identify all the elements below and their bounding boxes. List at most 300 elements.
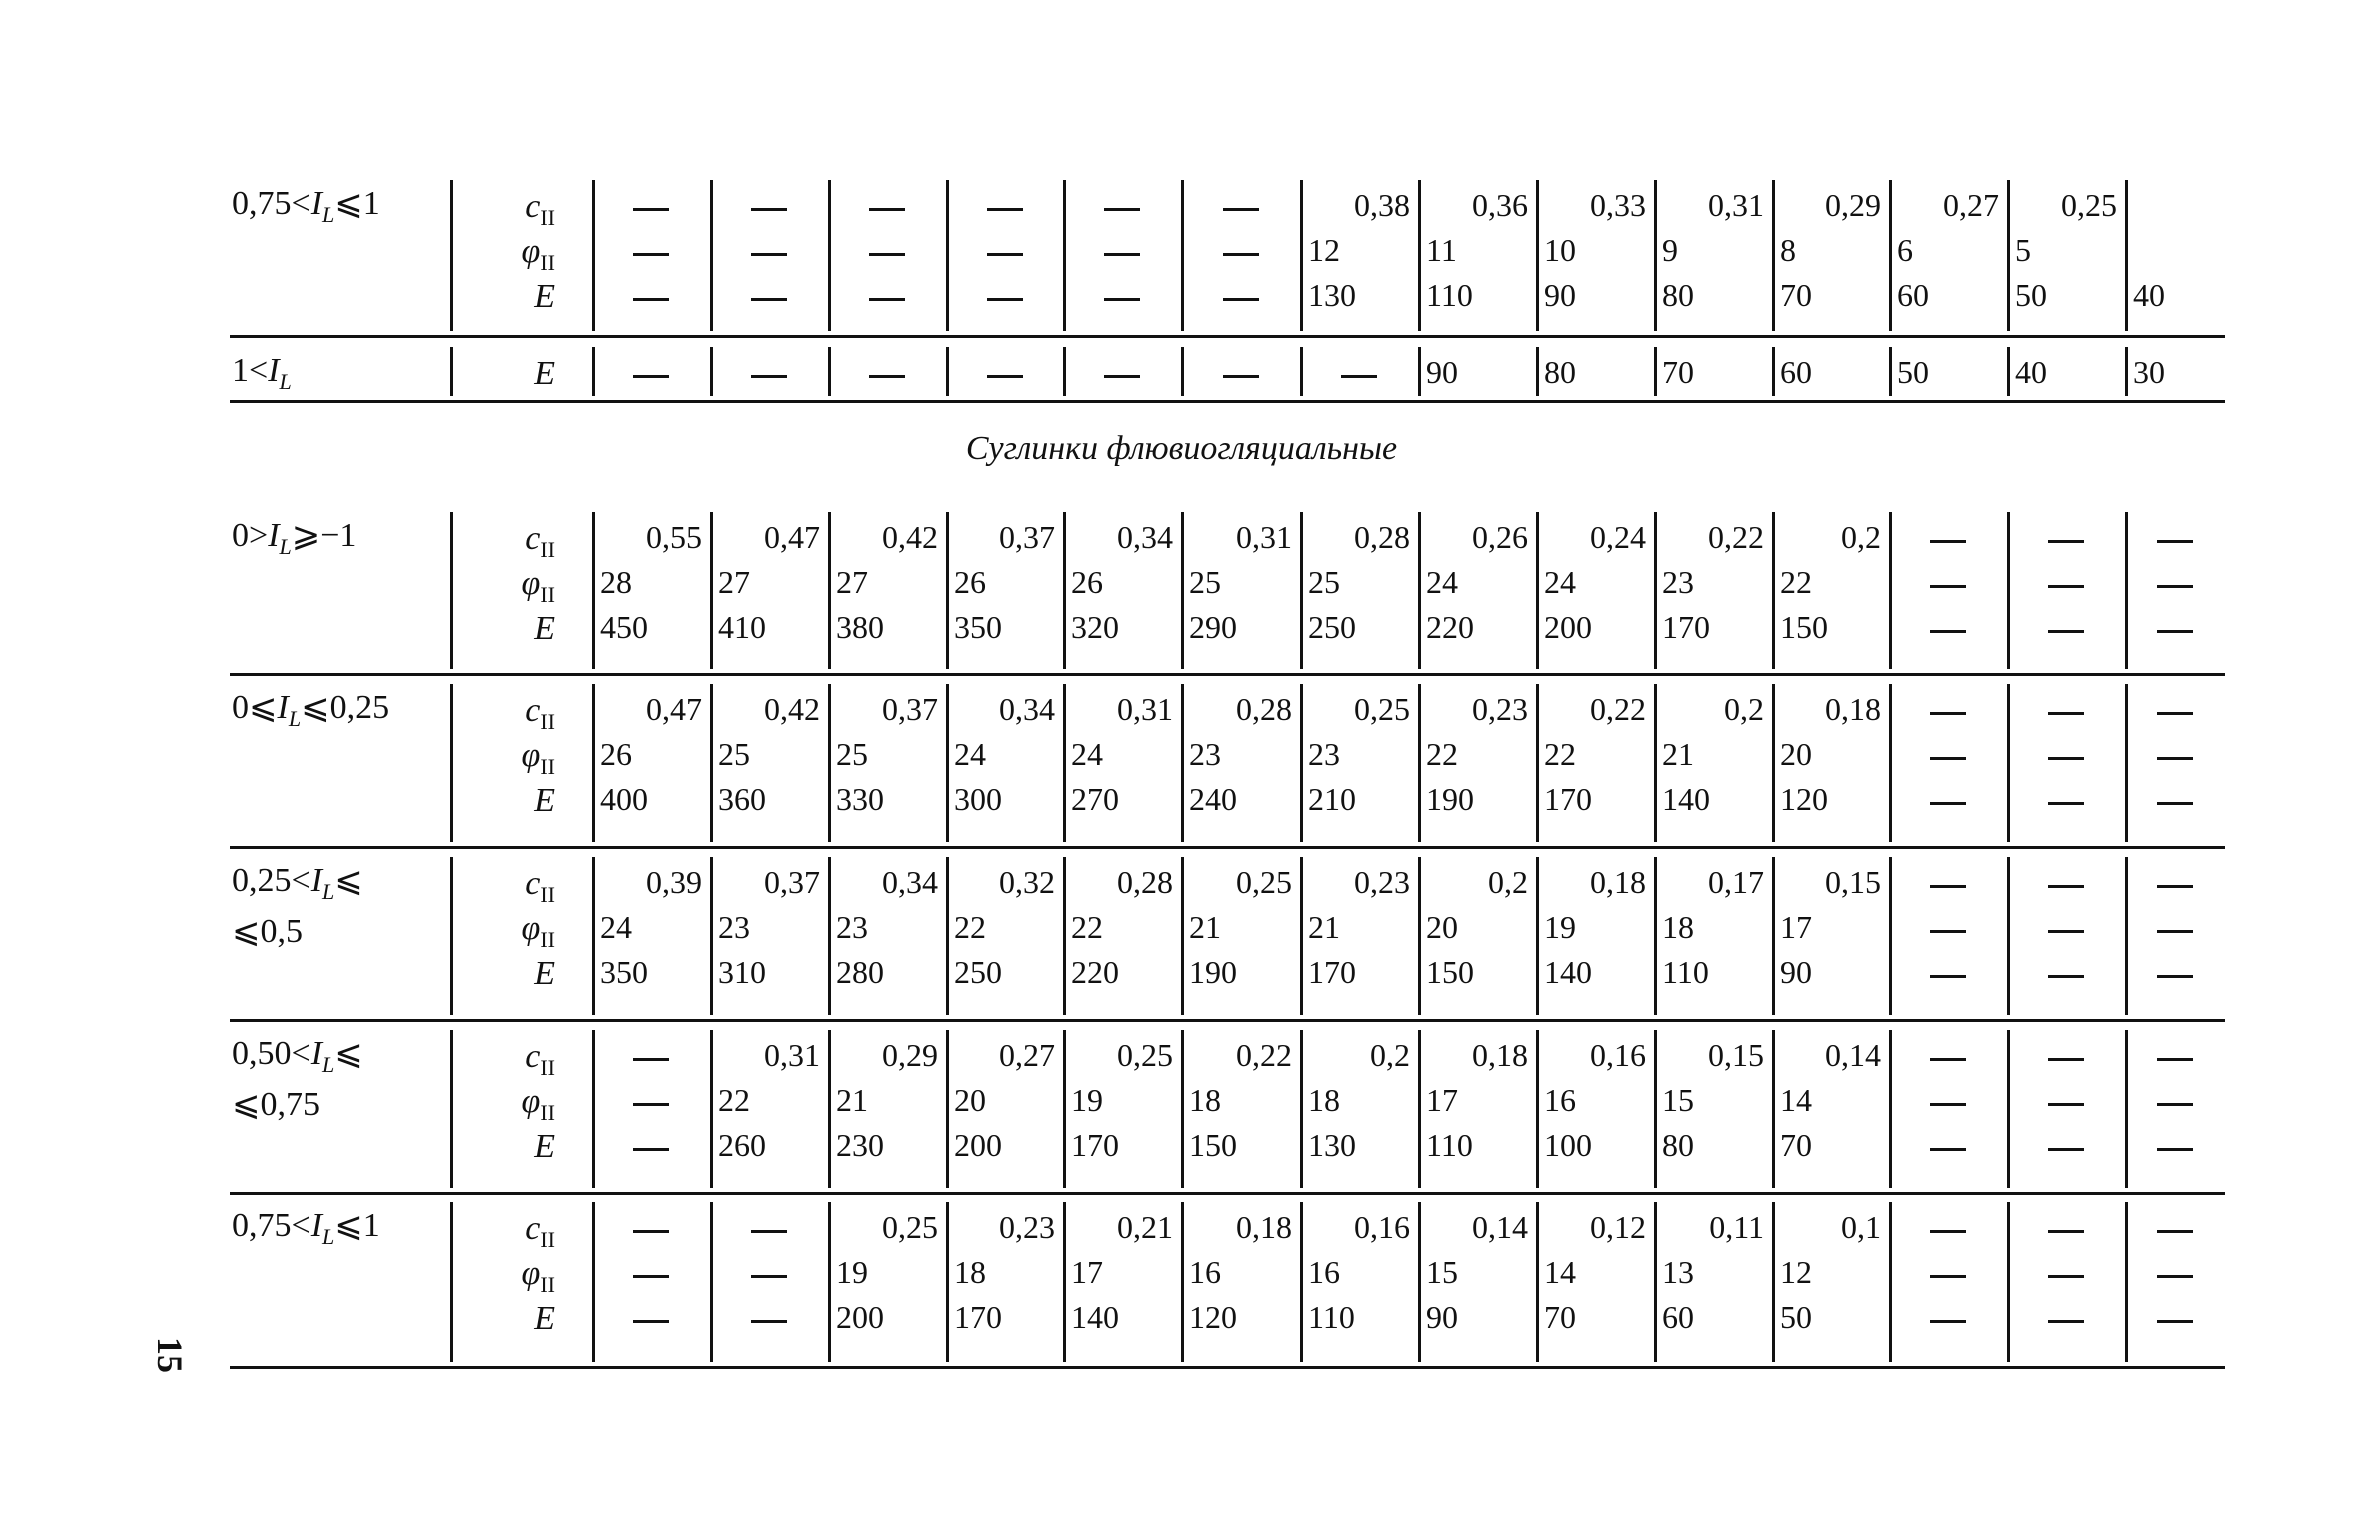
column-divider xyxy=(2007,1030,2010,1188)
column-divider xyxy=(592,684,595,842)
table-cell: 70 xyxy=(1544,1299,1576,1335)
column-divider xyxy=(1889,180,1892,331)
dash-cell xyxy=(633,1230,669,1233)
parameter-symbol: $c_{II}$ xyxy=(525,520,555,562)
table-cell: 15 xyxy=(1662,1082,1694,1118)
dash-cell xyxy=(869,253,905,256)
table-cell: 350 xyxy=(600,954,648,990)
table-cell: 0,28 xyxy=(1236,691,1292,727)
dash-cell xyxy=(2048,540,2084,543)
table-cell: 80 xyxy=(1662,277,1694,313)
dash-cell xyxy=(1930,930,1966,933)
table-cell: 21 xyxy=(836,1082,868,1118)
table-cell: 28 xyxy=(600,564,632,600)
table-cell: 0,34 xyxy=(1117,519,1173,555)
dash-cell xyxy=(751,253,787,256)
dash-cell xyxy=(751,298,787,301)
dash-cell xyxy=(987,298,1023,301)
table-cell: 0,14 xyxy=(1472,1209,1528,1245)
parameter-symbol: $\varphi_{II}$ xyxy=(521,910,555,952)
column-divider xyxy=(1889,347,1892,396)
table-cell: 0,25 xyxy=(2061,187,2117,223)
parameter-symbol: $\varphi_{II}$ xyxy=(521,565,555,607)
table-cell: 0,36 xyxy=(1472,187,1528,223)
table-cell: 190 xyxy=(1189,954,1237,990)
table-cell: 0,37 xyxy=(882,691,938,727)
table-cell: 450 xyxy=(600,609,648,645)
column-divider xyxy=(1181,347,1184,396)
table-cell: 20 xyxy=(1780,736,1812,772)
table-cell: 6 xyxy=(1897,232,1913,268)
table-cell: 16 xyxy=(1189,1254,1221,1290)
column-divider xyxy=(1536,512,1539,669)
dash-cell xyxy=(2048,1275,2084,1278)
dash-cell xyxy=(1930,975,1966,978)
column-divider xyxy=(946,684,949,842)
dash-cell xyxy=(2157,630,2193,633)
column-divider xyxy=(1063,684,1066,842)
dash-cell xyxy=(987,208,1023,211)
column-divider xyxy=(1418,1202,1421,1362)
table-cell: 0,31 xyxy=(1708,187,1764,223)
dash-cell xyxy=(2048,1103,2084,1106)
table-cell: 0,25 xyxy=(1236,864,1292,900)
column-divider xyxy=(1889,684,1892,842)
table-cell: 0,18 xyxy=(1825,691,1881,727)
table-cell: 200 xyxy=(836,1299,884,1335)
dash-cell xyxy=(2048,930,2084,933)
table-cell: 25 xyxy=(1308,564,1340,600)
column-divider xyxy=(1418,347,1421,396)
table-cell: 0,18 xyxy=(1472,1037,1528,1073)
column-divider xyxy=(1654,684,1657,842)
dash-cell xyxy=(2157,540,2193,543)
table-cell: 0,33 xyxy=(1590,187,1646,223)
dash-cell xyxy=(1930,1103,1966,1106)
column-divider xyxy=(946,857,949,1015)
parameter-symbol: $\varphi_{II}$ xyxy=(521,1083,555,1125)
table-cell: 40 xyxy=(2133,277,2165,313)
dash-cell xyxy=(869,208,905,211)
table-cell: 23 xyxy=(836,909,868,945)
column-divider xyxy=(1772,857,1775,1015)
dash-cell xyxy=(633,208,669,211)
dash-cell xyxy=(751,1275,787,1278)
table-cell: 18 xyxy=(1662,909,1694,945)
column-divider xyxy=(450,1030,453,1188)
table-cell: 170 xyxy=(1544,781,1592,817)
table-cell: 50 xyxy=(1897,354,1929,390)
table-cell: 0,27 xyxy=(1943,187,1999,223)
table-cell: 240 xyxy=(1189,781,1237,817)
table-cell: 0,26 xyxy=(1472,519,1528,555)
table-cell: 0,18 xyxy=(1590,864,1646,900)
column-divider xyxy=(710,512,713,669)
table-cell: 23 xyxy=(1662,564,1694,600)
table-cell: 300 xyxy=(954,781,1002,817)
table-cell: 110 xyxy=(1426,1127,1473,1163)
column-divider xyxy=(1300,347,1303,396)
column-divider xyxy=(450,857,453,1015)
table-cell: 260 xyxy=(718,1127,766,1163)
table-cell: 13 xyxy=(1662,1254,1694,1290)
dash-cell xyxy=(2157,1148,2193,1151)
dash-cell xyxy=(2157,1320,2193,1323)
column-divider xyxy=(450,1202,453,1362)
table-cell: 380 xyxy=(836,609,884,645)
column-divider xyxy=(1181,512,1184,669)
table-cell: 8 xyxy=(1780,232,1796,268)
table-cell: 18 xyxy=(1308,1082,1340,1118)
parameter-symbol: E xyxy=(534,355,555,392)
table-cell: 0,16 xyxy=(1590,1037,1646,1073)
parameter-symbol: E xyxy=(534,955,555,992)
dash-cell xyxy=(633,298,669,301)
column-divider xyxy=(1654,857,1657,1015)
table-cell: 22 xyxy=(954,909,986,945)
dash-cell xyxy=(1104,298,1140,301)
table-cell: 60 xyxy=(1662,1299,1694,1335)
table-cell: 0,39 xyxy=(646,864,702,900)
table-cell: 140 xyxy=(1544,954,1592,990)
column-divider xyxy=(710,857,713,1015)
column-divider xyxy=(2007,857,2010,1015)
table-cell: 0,1 xyxy=(1841,1209,1881,1245)
table-cell: 50 xyxy=(2015,277,2047,313)
column-divider xyxy=(1418,1030,1421,1188)
table-cell: 17 xyxy=(1071,1254,1103,1290)
column-divider xyxy=(946,1030,949,1188)
table-cell: 310 xyxy=(718,954,766,990)
parameter-symbol: $\varphi_{II}$ xyxy=(521,233,555,275)
column-divider xyxy=(1418,180,1421,331)
table-cell: 0,15 xyxy=(1825,864,1881,900)
row-divider xyxy=(230,1019,2225,1022)
column-divider xyxy=(1300,1202,1303,1362)
row-divider xyxy=(230,1366,2225,1369)
parameter-symbol: E xyxy=(534,782,555,819)
table-cell: 25 xyxy=(1189,564,1221,600)
page-number: 15 xyxy=(150,1337,190,1373)
table-cell: 0,38 xyxy=(1354,187,1410,223)
table-cell: 24 xyxy=(1426,564,1458,600)
table-cell: 23 xyxy=(718,909,750,945)
dash-cell xyxy=(633,1320,669,1323)
dash-cell xyxy=(2157,1275,2193,1278)
table-cell: 19 xyxy=(836,1254,868,1290)
table-cell: 25 xyxy=(718,736,750,772)
column-divider xyxy=(2125,857,2128,1015)
table-cell: 170 xyxy=(1071,1127,1119,1163)
dash-cell xyxy=(1930,630,1966,633)
table-cell: 0,47 xyxy=(764,519,820,555)
column-divider xyxy=(1181,180,1184,331)
dash-cell xyxy=(2048,1320,2084,1323)
dash-cell xyxy=(2157,1103,2193,1106)
column-divider xyxy=(1536,347,1539,396)
table-cell: 0,23 xyxy=(1354,864,1410,900)
table-cell: 0,55 xyxy=(646,519,702,555)
column-divider xyxy=(1772,347,1775,396)
table-cell: 0,34 xyxy=(999,691,1055,727)
table-cell: 150 xyxy=(1780,609,1828,645)
table-cell: 330 xyxy=(836,781,884,817)
column-divider xyxy=(1654,1202,1657,1362)
parameter-symbol: $c_{II}$ xyxy=(525,188,555,230)
dash-cell xyxy=(1104,208,1140,211)
column-divider xyxy=(1654,512,1657,669)
dash-cell xyxy=(1930,1148,1966,1151)
condition-label: $0⩽I_L⩽0,25$ xyxy=(232,689,390,731)
table-cell: 27 xyxy=(836,564,868,600)
table-cell: 26 xyxy=(1071,564,1103,600)
dash-cell xyxy=(869,375,905,378)
column-divider xyxy=(450,512,453,669)
column-divider xyxy=(710,684,713,842)
table-cell: 22 xyxy=(1426,736,1458,772)
dash-cell xyxy=(987,253,1023,256)
dash-cell xyxy=(1930,712,1966,715)
column-divider xyxy=(1654,180,1657,331)
column-divider xyxy=(1536,684,1539,842)
table-cell: 19 xyxy=(1071,1082,1103,1118)
column-divider xyxy=(1300,857,1303,1015)
table-cell: 0,28 xyxy=(1354,519,1410,555)
table-cell: 60 xyxy=(1897,277,1929,313)
table-cell: 0,23 xyxy=(1472,691,1528,727)
table-cell: 10 xyxy=(1544,232,1576,268)
dash-cell xyxy=(633,375,669,378)
table-cell: 24 xyxy=(1071,736,1103,772)
dash-cell xyxy=(633,1058,669,1061)
table-cell: 70 xyxy=(1780,277,1812,313)
table-cell: 14 xyxy=(1780,1082,1812,1118)
table-cell: 90 xyxy=(1544,277,1576,313)
column-divider xyxy=(1300,512,1303,669)
column-divider xyxy=(450,347,453,396)
table-cell: 30 xyxy=(2133,354,2165,390)
column-divider xyxy=(592,180,595,331)
column-divider xyxy=(2007,512,2010,669)
table-cell: 17 xyxy=(1780,909,1812,945)
condition-label: $0,50<I_L⩽$ ⩽0,75 xyxy=(232,1035,363,1123)
table-cell: 60 xyxy=(1780,354,1812,390)
dash-cell xyxy=(2048,1148,2084,1151)
parameter-symbol: E xyxy=(534,610,555,647)
condition-label: $0,25<I_L⩽$ ⩽0,5 xyxy=(232,862,363,950)
table-cell: 0,12 xyxy=(1590,1209,1646,1245)
table-cell: 120 xyxy=(1189,1299,1237,1335)
column-divider xyxy=(1772,1030,1775,1188)
table-cell: 0,2 xyxy=(1488,864,1528,900)
table-cell: 150 xyxy=(1189,1127,1237,1163)
table-cell: 24 xyxy=(1544,564,1576,600)
column-divider xyxy=(1772,180,1775,331)
parameter-symbol: E xyxy=(534,1300,555,1337)
condition-label: $0,75<I_L⩽1$ xyxy=(232,1207,380,1249)
condition-label: $0,75<I_L⩽1$ xyxy=(232,185,380,227)
column-divider xyxy=(1181,1030,1184,1188)
column-divider xyxy=(1063,1202,1066,1362)
table-cell: 0,32 xyxy=(999,864,1055,900)
dash-cell xyxy=(1930,1230,1966,1233)
column-divider xyxy=(828,1202,831,1362)
table-cell: 0,29 xyxy=(882,1037,938,1073)
table-cell: 410 xyxy=(718,609,766,645)
dash-cell xyxy=(1223,253,1259,256)
dash-cell xyxy=(1104,253,1140,256)
table-cell: 290 xyxy=(1189,609,1237,645)
column-divider xyxy=(1181,857,1184,1015)
row-divider xyxy=(230,846,2225,849)
dash-cell xyxy=(2048,712,2084,715)
table-cell: 0,24 xyxy=(1590,519,1646,555)
dash-cell xyxy=(2157,585,2193,588)
table-cell: 0,47 xyxy=(646,691,702,727)
column-divider xyxy=(710,1202,713,1362)
table-cell: 170 xyxy=(1662,609,1710,645)
table-cell: 0,15 xyxy=(1708,1037,1764,1073)
table-cell: 150 xyxy=(1426,954,1474,990)
table-cell: 24 xyxy=(954,736,986,772)
section-caption: Суглинки флювиогляциальные xyxy=(965,430,1398,467)
column-divider xyxy=(1063,512,1066,669)
dash-cell xyxy=(751,1320,787,1323)
parameter-symbol: E xyxy=(534,1128,555,1165)
table-cell: 120 xyxy=(1780,781,1828,817)
dash-cell xyxy=(2157,1230,2193,1233)
row-divider xyxy=(230,1192,2225,1195)
table-cell: 0,2 xyxy=(1370,1037,1410,1073)
column-divider xyxy=(2007,684,2010,842)
dash-cell xyxy=(1341,375,1377,378)
column-divider xyxy=(450,180,453,331)
table-cell: 0,22 xyxy=(1708,519,1764,555)
table-cell: 27 xyxy=(718,564,750,600)
table-cell: 250 xyxy=(1308,609,1356,645)
table-cell: 350 xyxy=(954,609,1002,645)
column-divider xyxy=(592,857,595,1015)
dash-cell xyxy=(633,1103,669,1106)
parameter-symbol: E xyxy=(534,278,555,315)
dash-cell xyxy=(2157,885,2193,888)
column-divider xyxy=(1654,1030,1657,1188)
table-cell: 12 xyxy=(1308,232,1340,268)
table-cell: 100 xyxy=(1544,1127,1592,1163)
column-divider xyxy=(2125,180,2128,331)
dash-cell xyxy=(2157,1058,2193,1061)
column-divider xyxy=(1063,857,1066,1015)
dash-cell xyxy=(2157,802,2193,805)
dash-cell xyxy=(1223,298,1259,301)
table-cell: 0,27 xyxy=(999,1037,1055,1073)
column-divider xyxy=(2007,347,2010,396)
dash-cell xyxy=(2048,1230,2084,1233)
table-cell: 19 xyxy=(1544,909,1576,945)
dash-cell xyxy=(1930,885,1966,888)
row-divider xyxy=(230,400,2225,403)
row-divider xyxy=(230,673,2225,676)
dash-cell xyxy=(2048,757,2084,760)
dash-cell xyxy=(1930,802,1966,805)
table-cell: 200 xyxy=(1544,609,1592,645)
dash-cell xyxy=(1930,585,1966,588)
column-divider xyxy=(1772,684,1775,842)
column-divider xyxy=(1181,684,1184,842)
table-cell: 110 xyxy=(1662,954,1709,990)
table-cell: 0,25 xyxy=(1117,1037,1173,1073)
dash-cell xyxy=(1930,1320,1966,1323)
table-cell: 0,31 xyxy=(1117,691,1173,727)
table-cell: 0,25 xyxy=(1354,691,1410,727)
condition-label: $1<I_L$ xyxy=(232,352,292,394)
dash-cell xyxy=(1930,1275,1966,1278)
dash-cell xyxy=(2157,757,2193,760)
dash-cell xyxy=(1223,208,1259,211)
table-cell: 20 xyxy=(954,1082,986,1118)
table-cell: 280 xyxy=(836,954,884,990)
dash-cell xyxy=(1930,1058,1966,1061)
column-divider xyxy=(2007,180,2010,331)
table-cell: 0,23 xyxy=(999,1209,1055,1245)
table-cell: 130 xyxy=(1308,1127,1356,1163)
table-cell: 400 xyxy=(600,781,648,817)
table-cell: 22 xyxy=(1071,909,1103,945)
column-divider xyxy=(828,857,831,1015)
dash-cell xyxy=(2048,885,2084,888)
table-cell: 18 xyxy=(1189,1082,1221,1118)
table-cell: 0,22 xyxy=(1236,1037,1292,1073)
table-cell: 50 xyxy=(1780,1299,1812,1335)
column-divider xyxy=(1063,180,1066,331)
table-cell: 0,28 xyxy=(1117,864,1173,900)
parameter-symbol: $c_{II}$ xyxy=(525,865,555,907)
table-cell: 360 xyxy=(718,781,766,817)
table-cell: 23 xyxy=(1189,736,1221,772)
table-cell: 0,16 xyxy=(1354,1209,1410,1245)
dash-cell xyxy=(2157,930,2193,933)
column-divider xyxy=(946,347,949,396)
parameter-symbol: $\varphi_{II}$ xyxy=(521,737,555,779)
column-divider xyxy=(828,684,831,842)
table-cell: 0,2 xyxy=(1724,691,1764,727)
column-divider xyxy=(828,1030,831,1188)
table-cell: 23 xyxy=(1308,736,1340,772)
table-cell: 220 xyxy=(1071,954,1119,990)
table-cell: 0,37 xyxy=(999,519,1055,555)
column-divider xyxy=(1772,1202,1775,1362)
table-cell: 21 xyxy=(1308,909,1340,945)
column-divider xyxy=(828,512,831,669)
table-cell: 80 xyxy=(1544,354,1576,390)
table-cell: 270 xyxy=(1071,781,1119,817)
column-divider xyxy=(946,512,949,669)
table-cell: 0,31 xyxy=(764,1037,820,1073)
table-cell: 11 xyxy=(1426,232,1457,268)
table-cell: 140 xyxy=(1662,781,1710,817)
column-divider xyxy=(2125,1030,2128,1188)
table-cell: 130 xyxy=(1308,277,1356,313)
dash-cell xyxy=(633,1148,669,1151)
column-divider xyxy=(592,347,595,396)
row-divider xyxy=(230,335,2225,338)
table-cell: 0,31 xyxy=(1236,519,1292,555)
table-cell: 0,21 xyxy=(1117,1209,1173,1245)
table-cell: 70 xyxy=(1780,1127,1812,1163)
table-cell: 110 xyxy=(1426,277,1473,313)
dash-cell xyxy=(1930,540,1966,543)
table-cell: 230 xyxy=(836,1127,884,1163)
